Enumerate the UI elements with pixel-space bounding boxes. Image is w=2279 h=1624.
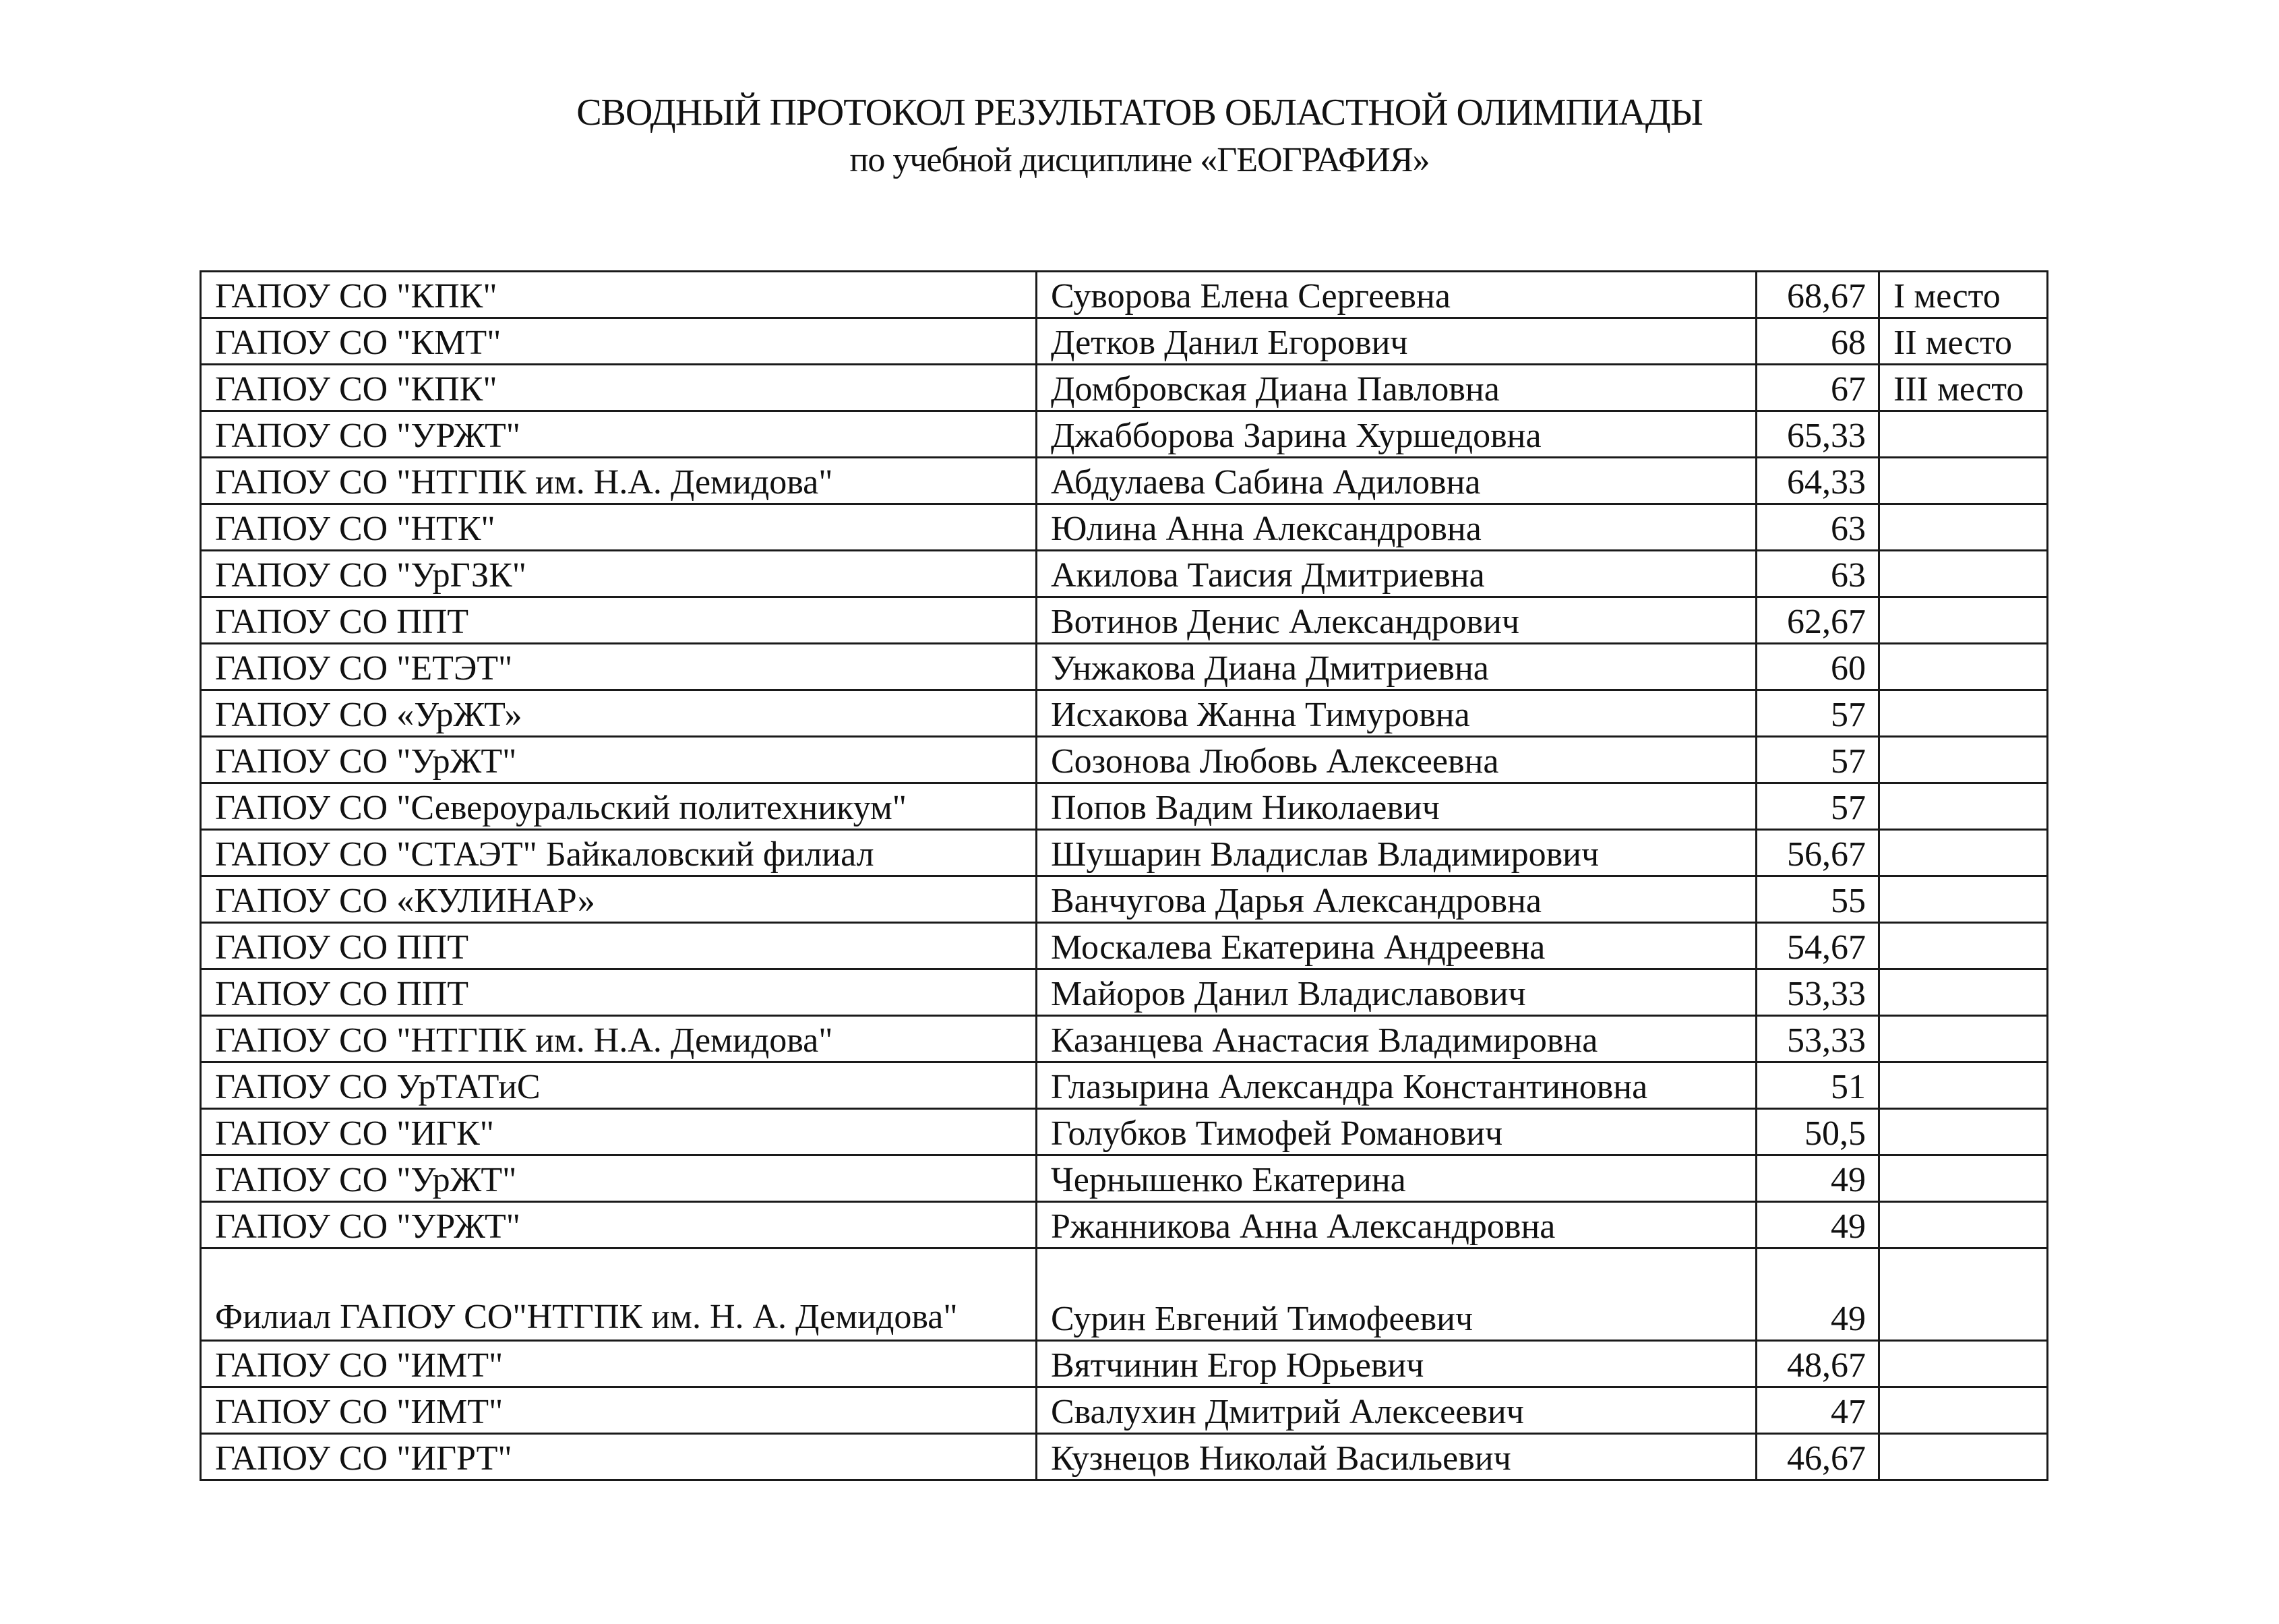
place-cell	[1879, 1202, 2048, 1249]
org-cell: ГАПОУ СО "УРЖТ"	[201, 1202, 1037, 1249]
score-cell: 65,33	[1757, 411, 1879, 458]
score-cell: 54,67	[1757, 923, 1879, 969]
org-cell: ГАПОУ СО "ИГРТ"	[201, 1434, 1037, 1480]
participant-name-cell: Казанцева Анастасия Владимировна	[1037, 1016, 1757, 1062]
table-row	[201, 551, 2048, 597]
participant-name-cell: Кузнецов Николай Васильевич	[1037, 1434, 1757, 1480]
place-cell: I место	[1879, 272, 2048, 318]
participant-name-cell: Джабборова Зарина Хуршедовна	[1037, 411, 1757, 458]
score-cell: 60	[1757, 644, 1879, 690]
table-row	[201, 1062, 2048, 1109]
score-cell: 68,67	[1757, 272, 1879, 318]
org-cell: Филиал ГАПОУ СО"НТГПК им. Н. А. Демидова"	[201, 1249, 1037, 1341]
table-row	[201, 318, 2048, 365]
document-title: СВОДНЫЙ ПРОТОКОЛ РЕЗУЛЬТАТОВ ОБЛАСТНОЙ ОЛИМПИАДЫ	[576, 92, 1703, 133]
place-cell	[1879, 411, 2048, 458]
org-cell: ГАПОУ СО "ИГК"	[201, 1109, 1037, 1155]
score-cell: 46,67	[1757, 1434, 1879, 1480]
org-cell: ГАПОУ СО "КМТ"	[201, 318, 1037, 365]
place-cell	[1879, 876, 2048, 923]
table-row	[201, 458, 2048, 504]
place-cell	[1879, 969, 2048, 1016]
place-cell	[1879, 1062, 2048, 1109]
table-row	[201, 365, 2048, 411]
score-cell: 63	[1757, 551, 1879, 597]
org-cell: ГАПОУ СО ППТ	[201, 969, 1037, 1016]
org-cell: ГАПОУ СО "НТГПК им. Н.А. Демидова"	[201, 458, 1037, 504]
score-cell: 50,5	[1757, 1109, 1879, 1155]
participant-name-cell: Акилова Таисия Дмитриевна	[1037, 551, 1757, 597]
score-cell: 64,33	[1757, 458, 1879, 504]
table-row	[201, 1387, 2048, 1434]
score-cell: 57	[1757, 783, 1879, 830]
participant-name-cell: Суворова Елена Сергеевна	[1037, 272, 1757, 318]
table-row	[201, 830, 2048, 876]
score-cell: 62,67	[1757, 597, 1879, 644]
table-row	[201, 783, 2048, 830]
participant-name-cell: Домбровская Диана Павловна	[1037, 365, 1757, 411]
place-cell	[1879, 1249, 2048, 1341]
org-cell: ГАПОУ СО "УрГЗК"	[201, 551, 1037, 597]
score-cell: 53,33	[1757, 969, 1879, 1016]
place-cell	[1879, 504, 2048, 551]
org-cell: ГАПОУ СО УрТАТиС	[201, 1062, 1037, 1109]
place-cell	[1879, 597, 2048, 644]
org-cell: ГАПОУ СО «УрЖТ»	[201, 690, 1037, 737]
table-row	[201, 690, 2048, 737]
table-row	[201, 1434, 2048, 1480]
org-cell: ГАПОУ СО "НТГПК им. Н.А. Демидова"	[201, 1016, 1037, 1062]
participant-name-cell: Юлина Анна Александровна	[1037, 504, 1757, 551]
participant-name-cell: Майоров Данил Владиславович	[1037, 969, 1757, 1016]
place-cell	[1879, 783, 2048, 830]
table-row	[201, 597, 2048, 644]
org-cell: ГАПОУ СО "ИМТ"	[201, 1341, 1037, 1387]
participant-name-cell: Шушарин Владислав Владимирович	[1037, 830, 1757, 876]
place-cell	[1879, 1016, 2048, 1062]
table-row	[201, 876, 2048, 923]
org-cell: ГАПОУ СО "СТАЭТ" Байкаловский филиал	[201, 830, 1037, 876]
place-cell	[1879, 458, 2048, 504]
score-cell: 56,67	[1757, 830, 1879, 876]
place-cell	[1879, 644, 2048, 690]
org-cell: ГАПОУ СО "УрЖТ"	[201, 1155, 1037, 1202]
participant-name-cell: Сурин Евгений Тимофеевич	[1037, 1249, 1757, 1341]
table-row	[201, 1016, 2048, 1062]
org-cell: ГАПОУ СО «КУЛИНАР»	[201, 876, 1037, 923]
table-row	[201, 1202, 2048, 1249]
place-cell	[1879, 737, 2048, 783]
results-table	[200, 270, 2048, 1481]
place-cell	[1879, 690, 2048, 737]
participant-name-cell: Вотинов Денис Александрович	[1037, 597, 1757, 644]
place-cell	[1879, 1387, 2048, 1434]
score-cell: 57	[1757, 737, 1879, 783]
participant-name-cell: Унжакова Диана Дмитриевна	[1037, 644, 1757, 690]
table-row	[201, 272, 2048, 318]
participant-name-cell: Ванчугова Дарья Александровна	[1037, 876, 1757, 923]
place-cell: II место	[1879, 318, 2048, 365]
org-cell: ГАПОУ СО "УРЖТ"	[201, 411, 1037, 458]
table-row	[201, 1341, 2048, 1387]
table-row	[201, 1249, 2048, 1341]
table-row	[201, 1155, 2048, 1202]
org-cell: ГАПОУ СО ППТ	[201, 923, 1037, 969]
participant-name-cell: Исхакова Жанна Тимуровна	[1037, 690, 1757, 737]
score-cell: 68	[1757, 318, 1879, 365]
score-cell: 49	[1757, 1155, 1879, 1202]
score-cell: 63	[1757, 504, 1879, 551]
place-cell	[1879, 551, 2048, 597]
score-cell: 57	[1757, 690, 1879, 737]
org-cell: ГАПОУ СО "КПК"	[201, 365, 1037, 411]
table-row	[201, 969, 2048, 1016]
participant-name-cell: Абдулаева Сабина Адиловна	[1037, 458, 1757, 504]
place-cell	[1879, 1434, 2048, 1480]
table-row	[201, 504, 2048, 551]
table-row	[201, 1109, 2048, 1155]
score-cell: 55	[1757, 876, 1879, 923]
table-row	[201, 923, 2048, 969]
place-cell	[1879, 1109, 2048, 1155]
org-cell: ГАПОУ СО "ЕТЭТ"	[201, 644, 1037, 690]
place-cell	[1879, 1155, 2048, 1202]
participant-name-cell: Чернышенко Екатерина	[1037, 1155, 1757, 1202]
table-row	[201, 644, 2048, 690]
score-cell: 67	[1757, 365, 1879, 411]
participant-name-cell: Ржанникова Анна Александровна	[1037, 1202, 1757, 1249]
org-cell: ГАПОУ СО "УрЖТ"	[201, 737, 1037, 783]
org-cell: ГАПОУ СО "ИМТ"	[201, 1387, 1037, 1434]
participant-name-cell: Голубков Тимофей Романович	[1037, 1109, 1757, 1155]
place-cell	[1879, 1341, 2048, 1387]
org-cell: ГАПОУ СО "Североуральский политехникум"	[201, 783, 1037, 830]
participant-name-cell: Свалухин Дмитрий Алексеевич	[1037, 1387, 1757, 1434]
table-row	[201, 411, 2048, 458]
org-cell: ГАПОУ СО "НТК"	[201, 504, 1037, 551]
participant-name-cell: Созонова Любовь Алексеевна	[1037, 737, 1757, 783]
org-cell: ГАПОУ СО "КПК"	[201, 272, 1037, 318]
participant-name-cell: Попов Вадим Николаевич	[1037, 783, 1757, 830]
place-cell: III место	[1879, 365, 2048, 411]
document-subtitle: по учебной дисциплине «ГЕОГРАФИЯ»	[849, 141, 1430, 179]
participant-name-cell: Вятчинин Егор Юрьевич	[1037, 1341, 1757, 1387]
participant-name-cell: Москалева Екатерина Андреевна	[1037, 923, 1757, 969]
score-cell: 53,33	[1757, 1016, 1879, 1062]
place-cell	[1879, 830, 2048, 876]
score-cell: 48,67	[1757, 1341, 1879, 1387]
table-row	[201, 737, 2048, 783]
place-cell	[1879, 923, 2048, 969]
score-cell: 49	[1757, 1202, 1879, 1249]
score-cell: 47	[1757, 1387, 1879, 1434]
participant-name-cell: Детков Данил Егорович	[1037, 318, 1757, 365]
participant-name-cell: Глазырина Александра Константиновна	[1037, 1062, 1757, 1109]
score-cell: 51	[1757, 1062, 1879, 1109]
org-cell: ГАПОУ СО ППТ	[201, 597, 1037, 644]
results-table-body	[201, 272, 2048, 1480]
score-cell: 49	[1757, 1249, 1879, 1341]
